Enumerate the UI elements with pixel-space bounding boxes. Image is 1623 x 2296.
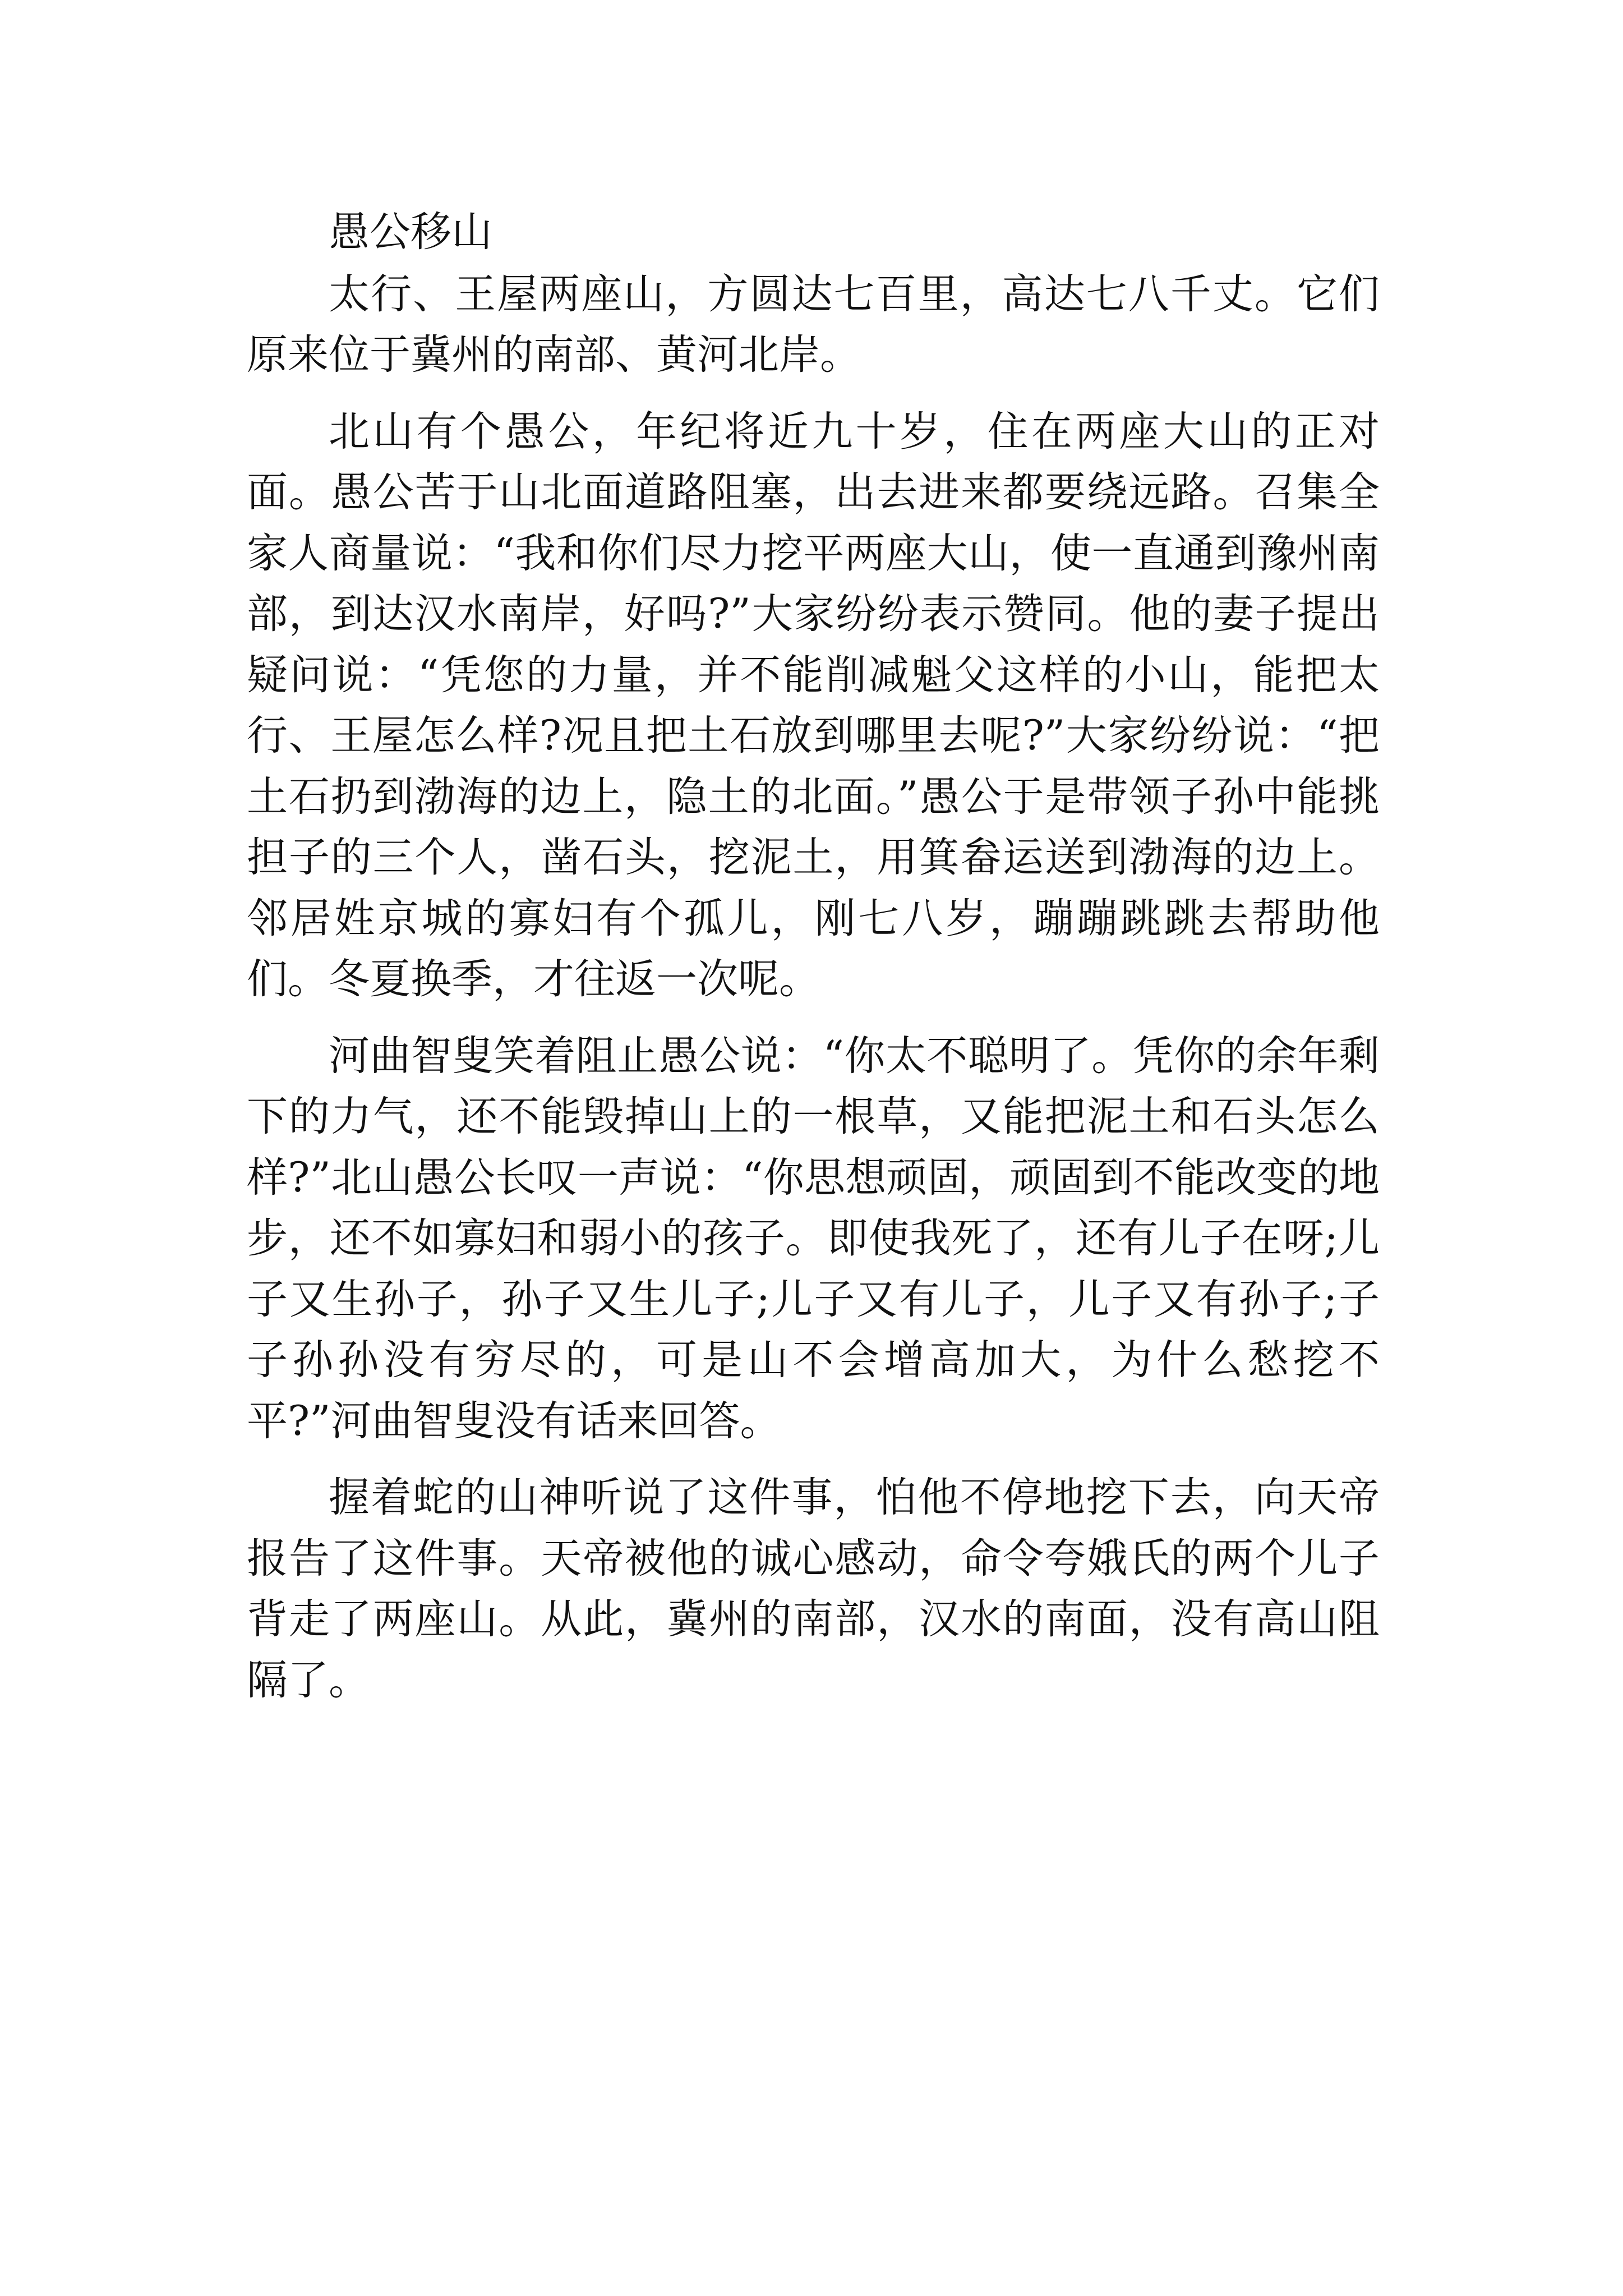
paragraph-zhisou-dialogue: 河曲智叟笑着阻止愚公说：“你太不聪明了。凭你的余年剩下的力气，还不能毁掉山上的一根草，又能把泥土和石头怎么样?”北山愚公长叹一声说：“你思想顽固，顽固到不能改变的地步，还不如寡妇和弱小的孩子。即使我死了，还有儿子在呀;儿子又生孙子，孙子又生儿子;儿子又有儿子，儿子又有孙子;子子孙孙没有穷尽的，可是山不会增高加大，为什么愁挖不平?”河曲智叟没有话来回答。 [247, 1032, 1380, 1445]
document-title: 愚公移山 [329, 208, 492, 256]
paragraph-mountains-moved: 握着蛇的山神听说了这件事，怕他不停地挖下去，向天帝报告了这件事。天帝被他的诚心感动，命令夸娥氏的两个儿子背走了两座山。从此，冀州的南部，汉水的南面，没有高山阻隔了。 [247, 1474, 1380, 1704]
document-page [247, 202, 1380, 1711]
paragraph-yugong-plan: 北山有个愚公，年纪将近九十岁，住在两座大山的正对面。愚公苦于山北面道路阻塞，出去进来都要绕远路。召集全家人商量说：“我和你们尽力挖平两座大山，使一直通到豫州南部，到达汉水南岸，好吗?”大家纷纷表示赞同。他的妻子提出疑问说：“凭您的力量，并不能削减魁父这样的小山，能把太行、王屋怎么样?况且把土石放到哪里去呢?”大家纷纷说：“把土石扔到渤海的边上，隐土的北面。”愚公于是带领子孙中能挑担子的三个人，凿石头，挖泥土，用箕畚运送到渤海的边上。邻居姓京城的寡妇有个孤儿，刚七八岁，蹦蹦跳跳去帮助他们。冬夏换季，才往返一次呢。 [247, 407, 1380, 1003]
paragraph-mountains: 太行、王屋两座山，方圆达七百里，高达七八千丈。它们原来位于冀州的南部、黄河北岸。 [247, 270, 1380, 379]
